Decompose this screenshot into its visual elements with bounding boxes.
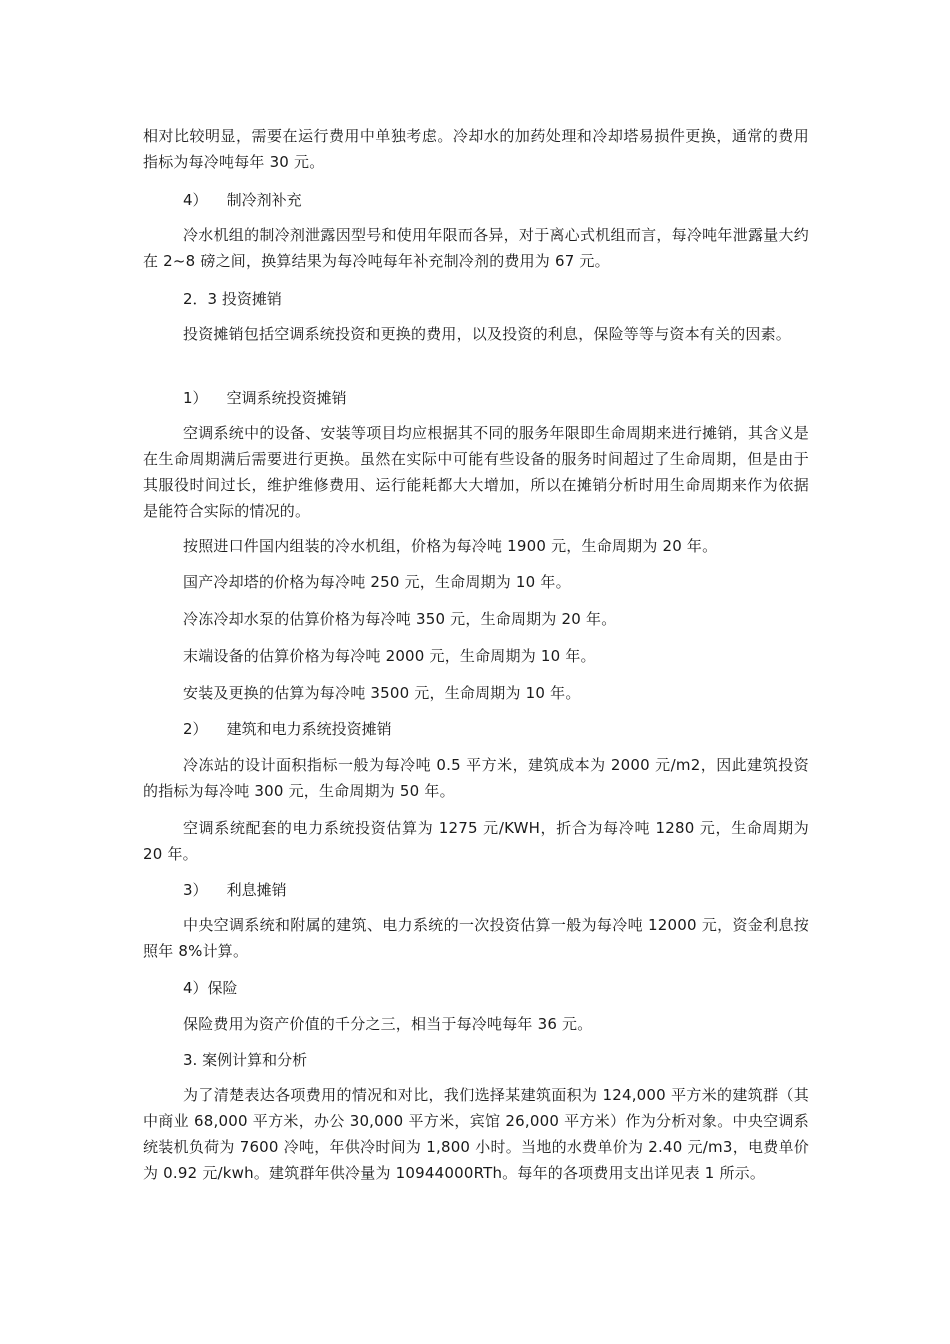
paragraph-amortization-intro: 投资摊销包括空调系统投资和更换的费用，以及投资的利息，保险等等与资本有关的因素。 — [183, 325, 792, 343]
paragraph-cooling-tower-price: 国产冷却塔的价格为每冷吨 250 元，生命周期为 10 年。 — [183, 573, 571, 591]
heading-case-analysis: 3. 案例计算和分析 — [183, 1051, 308, 1069]
heading-building-power-amortization: 2） 建筑和电力系统投资摊销 — [183, 720, 392, 738]
paragraph-power-cost: 空调系统配套的电力系统投资估算为 1275 元/KWH，折合为每冷吨 1280 元，生命周期为 20 年。 — [143, 819, 809, 863]
paragraph-refrigerant-leak: 冷水机组的制冷剂泄露因型号和使用年限而各异，对于离心式机组而言，每冷吨年泄露量大约在 2~8 磅之间，换算结果为每冷吨每年补充制冷剂的费用为 67 元。 — [143, 226, 809, 270]
paragraph-chiller-price: 按照进口件国内组装的冷水机组，价格为每冷吨 1900 元，生命周期为 20 年。 — [183, 537, 718, 555]
heading-insurance: 4）保险 — [183, 979, 238, 997]
paragraph-interest: 中央空调系统和附属的建筑、电力系统的一次投资估算一般为每冷吨 12000 元，资金利息按照年 8%计算。 — [143, 916, 809, 960]
paragraph-insurance: 保险费用为资产价值的千分之三，相当于每冷吨每年 36 元。 — [183, 1015, 593, 1033]
heading-investment-amortization: 2．3 投资摊销 — [183, 290, 282, 308]
paragraph-cooling-water-cost: 相对比较明显，需要在运行费用中单独考虑。冷却水的加药处理和冷却塔易损件更换，通常的费用指标为每冷吨每年 30 元。 — [143, 127, 809, 171]
paragraph-pump-price: 冷冻冷却水泵的估算价格为每冷吨 350 元，生命周期为 20 年。 — [183, 610, 617, 628]
paragraph-installation-price: 安装及更换的估算为每冷吨 3500 元，生命周期为 10 年。 — [183, 684, 581, 702]
heading-interest-amortization: 3） 利息摊销 — [183, 881, 287, 899]
paragraph-life-cycle: 空调系统中的设备、安装等项目均应根据其不同的服务年限即生命周期来进行摊销，其含义是在生命周期满后需要进行更换。虽然在实际中可能有些设备的服务时间超过了生命周期，但是由于其服役时间过长，维护维修费用、运行能耗都大大增加，所以在摊销分析时用生命周期来作为依据是能符合实际的情况的。 — [143, 424, 809, 520]
paragraph-terminal-price: 末端设备的估算价格为每冷吨 2000 元，生命周期为 10 年。 — [183, 647, 596, 665]
paragraph-building-cost: 冷冻站的设计面积指标一般为每冷吨 0.5 平方米，建筑成本为 2000 元/m2，因此建筑投资的指标为每冷吨 300 元，生命周期为 50 年。 — [143, 756, 809, 800]
paragraph-case-study: 为了清楚表达各项费用的情况和对比，我们选择某建筑面积为 124,000 平方米的建筑群（其中商业 68,000 平方米，办公 30,000 平方米，宾馆 26,000 平方米）作为分析对象。中央空调系统装机负荷为 7600 冷吨，年供冷时间为 1,800 小时。当地的水费单价为 2.40 元/m3，电费单价为 0.92 元/kwh。建筑群年供冷量为 10944000RTh。每年的各项费用支出详见表 1 所示。 — [143, 1086, 809, 1182]
heading-ac-system-amortization: 1） 空调系统投资摊销 — [183, 389, 347, 407]
heading-refrigerant-supplement: 4） 制冷剂补充 — [183, 191, 302, 209]
